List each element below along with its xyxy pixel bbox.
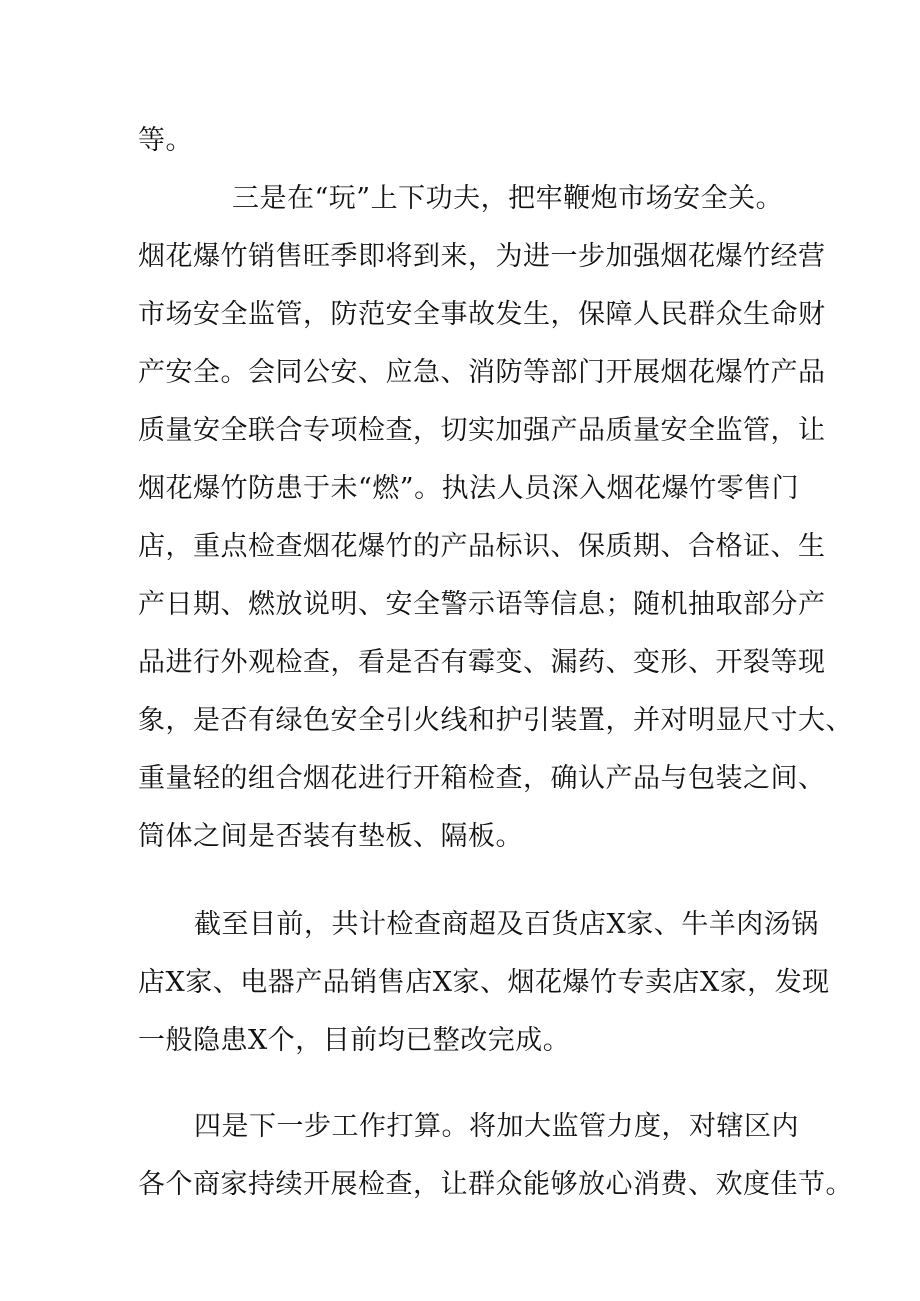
text-line: 店，重点检查烟花爆竹的产品标识、保质期、合格证、生 xyxy=(138,531,826,562)
section-four-heading: 四是下一步工作打算。将加大监管力度，对辖区内 xyxy=(194,1111,799,1142)
text-line: 品进行外观检查，看是否有霉变、漏药、变形、开裂等现 xyxy=(138,647,826,678)
section-three-heading: 三是在“玩”上下功夫，把牢鞭炮市场安全关。 xyxy=(232,183,784,214)
summary-paragraph-start: 截至目前，共计检查商超及百货店X家、牛羊肉汤锅 xyxy=(194,909,819,940)
text-line: 烟花爆竹销售旺季即将到来，为进一步加强烟花爆竹经营 xyxy=(138,241,826,272)
text-line: 筒体之间是否装有垫板、隔板。 xyxy=(138,821,523,852)
text-line: 店X家、电器产品销售店X家、烟花爆竹专卖店X家，发现 xyxy=(138,967,830,998)
text-line: 产日期、燃放说明、安全警示语等信息；随机抽取部分产 xyxy=(138,589,826,620)
text-line: 市场安全监管，防范安全事故发生，保障人民群众生命财 xyxy=(138,299,826,330)
text-line: 象，是否有绿色安全引火线和护引装置，并对明显尺寸大、 xyxy=(138,705,853,736)
text-line: 产安全。会同公安、应急、消防等部门开展烟花爆竹产品 xyxy=(138,357,826,388)
text-line: 重量轻的组合烟花进行开箱检查，确认产品与包装之间、 xyxy=(138,763,826,794)
text-line: 一般隐患X个，目前均已整改完成。 xyxy=(138,1025,571,1056)
text-line: 烟花爆竹防患于未“燃”。执法人员深入烟花爆竹零售门 xyxy=(138,473,800,504)
text-line: 质量安全联合专项检查，切实加强产品质量安全监管，让 xyxy=(138,415,826,446)
text-line: 各个商家持续开展检查，让群众能够放心消费、欢度佳节。 xyxy=(138,1169,853,1200)
text-line: 等。 xyxy=(138,125,193,156)
